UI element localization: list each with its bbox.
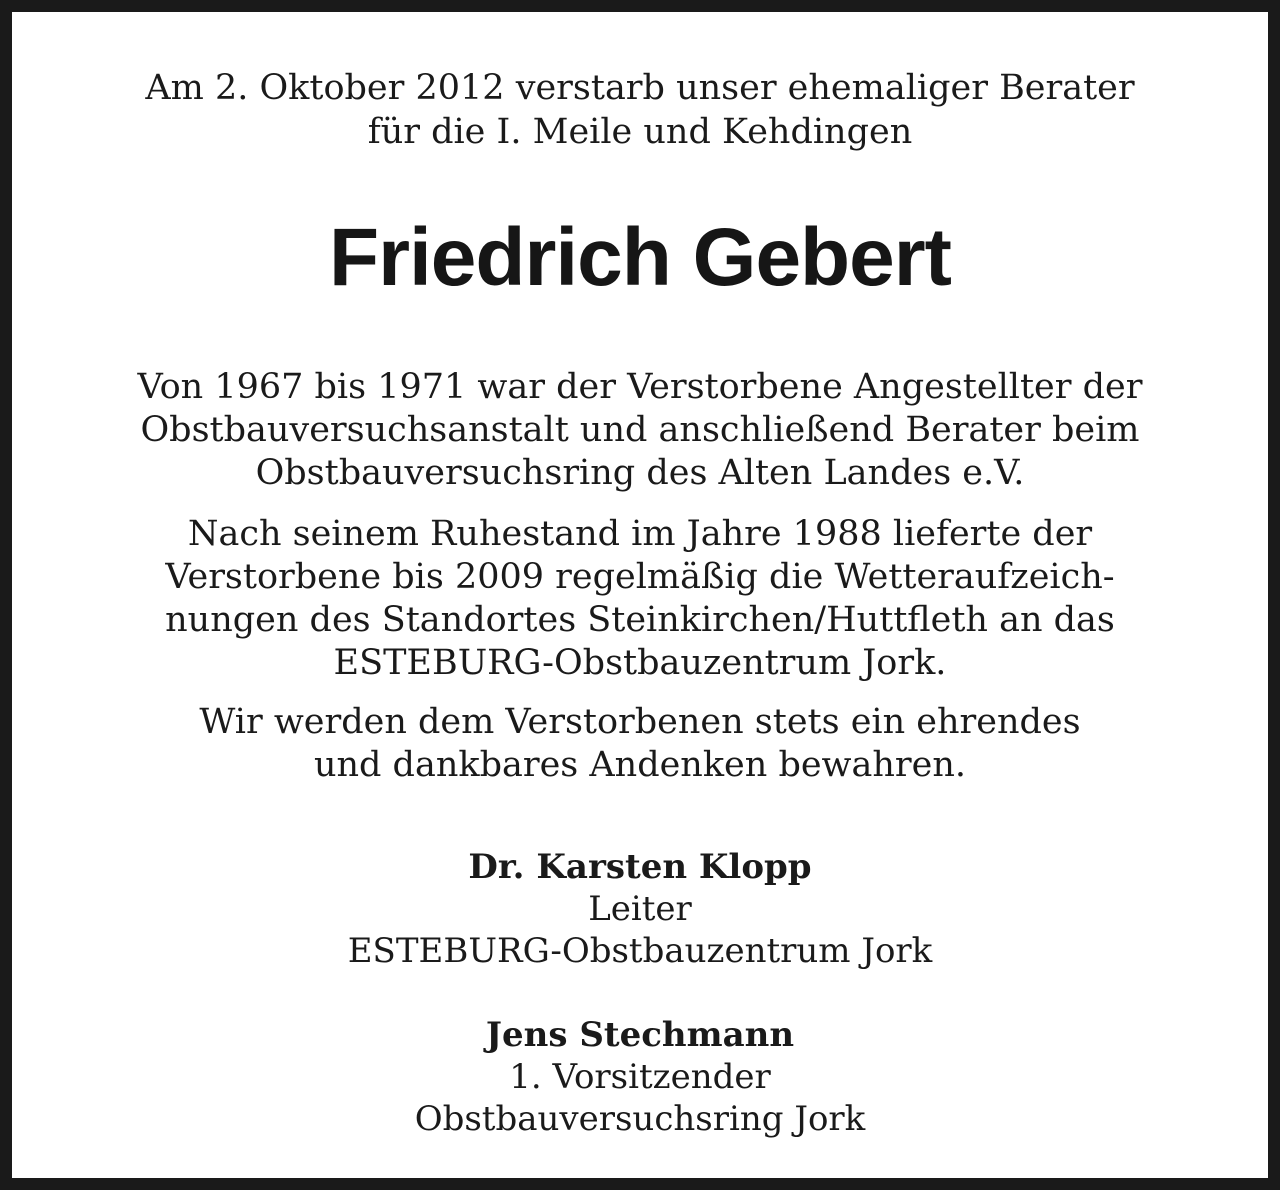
signatory-organization: Obstbauversuchsring Jork (414, 1099, 866, 1139)
signatory (12, 846, 1268, 972)
retirement-paragraph (12, 513, 1268, 685)
signatory-organization: ESTEBURG-Obstbauzentrum Jork (347, 931, 933, 971)
deceased-name: Friedrich Gebert (329, 212, 951, 303)
signatory (12, 1014, 1268, 1140)
signatory-role: Leiter (588, 889, 692, 929)
intro-text (12, 66, 1268, 154)
remembrance-line-1: Wir werden dem Verstorbenen stets ein ehrendes (199, 702, 1081, 742)
career-paragraph (12, 366, 1268, 495)
retirement-line-3: nungen des Standortes Steinkirchen/Huttfleth an das (165, 600, 1115, 640)
intro-line-2: für die I. Meile und Kehdingen (367, 112, 913, 152)
career-line-3: Obstbauversuchsring des Alten Landes e.V. (255, 453, 1025, 493)
remembrance-line-2: und dankbares Andenken bewahren. (313, 745, 967, 785)
signatory-name: Dr. Karsten Klopp (468, 847, 812, 887)
signatory-name: Jens Stechmann (485, 1015, 795, 1055)
intro-line-1: Am 2. Oktober 2012 verstarb unser ehemaliger Berater (145, 68, 1135, 108)
career-line-1: Von 1967 bis 1971 war der Verstorbene Angestellter der (137, 367, 1143, 407)
retirement-line-1: Nach seinem Ruhestand im Jahre 1988 lieferte der (187, 514, 1093, 554)
career-line-2: Obstbauversuchsanstalt und anschließend Berater beim (140, 410, 1140, 450)
remembrance-paragraph (12, 701, 1268, 787)
signatory-role: 1. Vorsitzender (509, 1057, 771, 1097)
retirement-line-4: ESTEBURG-Obstbauzentrum Jork. (333, 643, 947, 683)
retirement-line-2: Verstorbene bis 2009 regelmäßig die Wetteraufzeich- (165, 557, 1115, 597)
